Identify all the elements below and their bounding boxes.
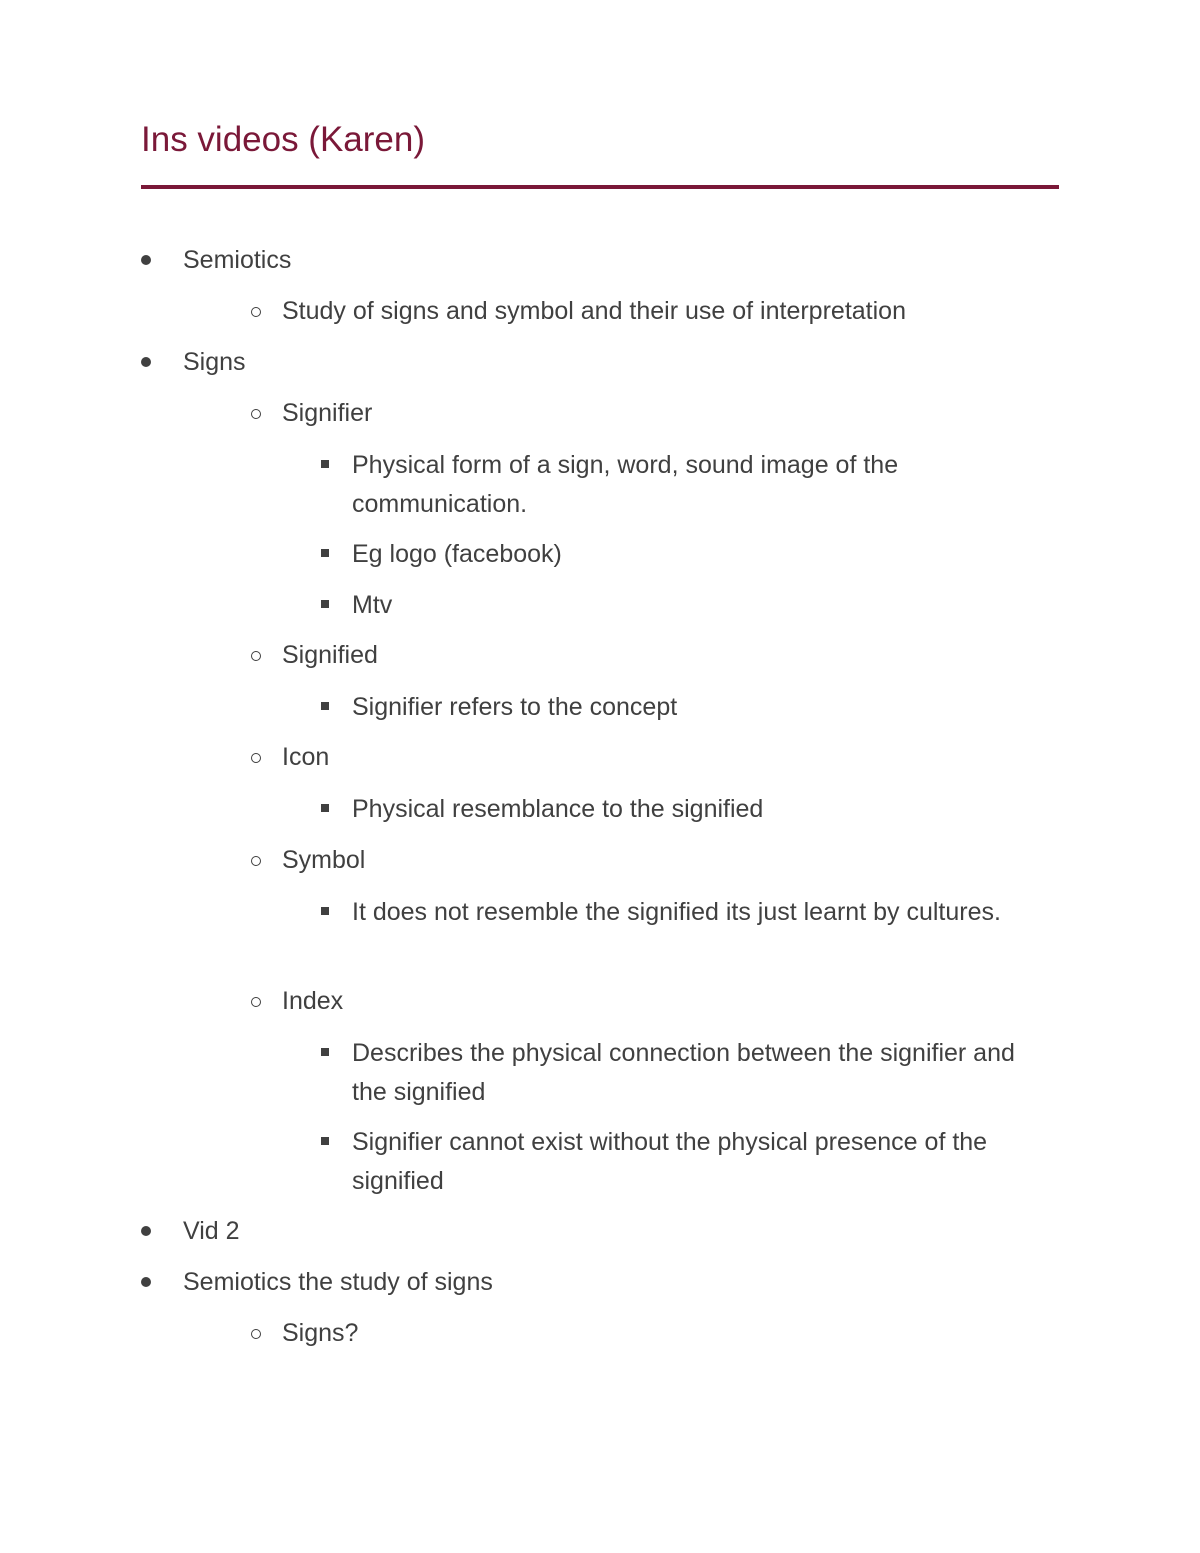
list-item [352,1034,1052,1112]
list-item [352,893,1052,932]
list-item [282,841,1062,880]
list-item [352,446,1052,524]
list-item [282,738,1062,777]
list-item [352,586,1052,625]
bullet-square-icon [321,1137,329,1145]
list-item [282,292,1062,331]
list-item [352,1123,1052,1201]
list-item-text: Semiotics the study of signs [183,1268,493,1296]
bullet-circle-icon [251,856,261,866]
list-item-text: Eg logo (facebook) [352,540,562,568]
list-item [183,1212,1043,1251]
list-item [183,1263,1043,1302]
list-item [282,1314,1062,1353]
bullet-square-icon [321,804,329,812]
list-item-text: Study of signs and symbol and their use of interpretation [282,297,906,325]
list-item [352,790,1052,829]
list-item [352,688,1052,727]
list-item [352,535,1052,574]
list-item-text: Icon [282,743,330,771]
list-item [282,982,1062,1021]
document-title: Ins videos (Karen) [141,120,426,159]
list-item-text: Mtv [352,591,393,619]
list-item-text: Semiotics [183,246,292,274]
bullet-disc-icon [141,357,151,367]
list-item [183,241,1043,280]
list-item-text: Physical resemblance to the signified [352,795,764,823]
title-underline [141,185,1059,189]
bullet-square-icon [321,600,329,608]
bullet-disc-icon [141,255,151,265]
bullet-square-icon [321,549,329,557]
bullet-disc-icon [141,1277,151,1287]
bullet-circle-icon [251,651,261,661]
list-item-text: Signifier refers to the concept [352,693,678,721]
bullet-square-icon [321,907,329,915]
list-item [282,394,1062,433]
list-item-text: Signifier cannot exist without the physical presence of the signified [352,1128,988,1195]
bullet-circle-icon [251,753,261,763]
bullet-circle-icon [251,409,261,419]
list-item [282,636,1062,675]
list-item-text: Signified [282,641,378,669]
list-item [183,343,1043,382]
list-item-text: It does not resemble the signified its just learnt by cultures. [352,898,1001,926]
list-item-text: Signs [183,348,246,376]
list-item-text: Index [282,987,344,1015]
list-item-text: Physical form of a sign, word, sound image of the communication. [352,451,899,518]
list-item-text: Symbol [282,846,366,874]
bullet-square-icon [321,460,329,468]
bullet-disc-icon [141,1226,151,1236]
list-item-text: Vid 2 [183,1217,240,1245]
list-item-text: Signs? [282,1319,359,1347]
list-item-text: Signifier [282,399,373,427]
bullet-circle-icon [251,1329,261,1339]
bullet-square-icon [321,1048,329,1056]
list-item-text: Describes the physical connection between the signifier and the signified [352,1039,1015,1106]
bullet-circle-icon [251,307,261,317]
bullet-square-icon [321,702,329,710]
bullet-circle-icon [251,997,261,1007]
